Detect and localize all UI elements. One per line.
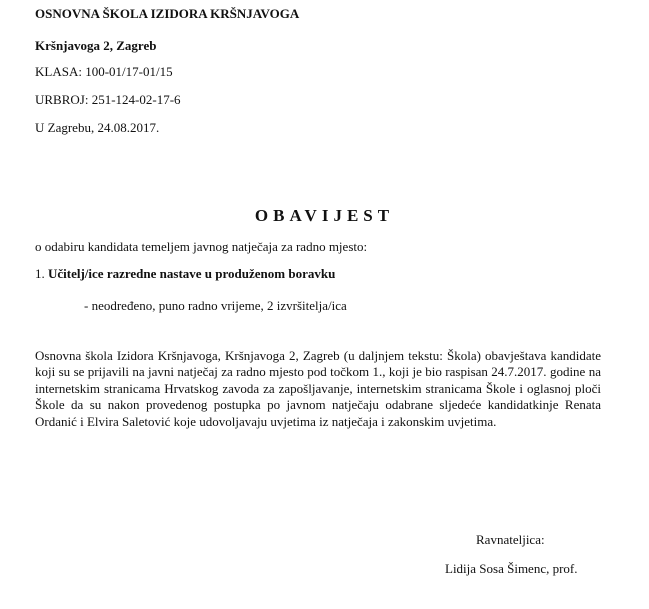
notice-intro: o odabiru kandidata temeljem javnog natječaja za radno mjesto: [35, 239, 368, 254]
position-line [35, 266, 335, 282]
school-name: OSNOVNA ŠKOLA IZIDORA KRŠNJAVOGA [35, 6, 300, 21]
signature-name: Lidija Sosa Šimenc, prof. [445, 561, 578, 576]
position-number: 1. [35, 266, 48, 281]
urbroj-reference: URBROJ: 251-124-02-17-6 [35, 92, 181, 107]
position-title: Učitelj/ice razredne nastave u produženom boravku [48, 266, 336, 281]
school-address: Kršnjavoga 2, Zagreb [35, 38, 157, 53]
signature-role: Ravnateljica: [476, 532, 545, 547]
klasa-reference: KLASA: 100-01/17-01/15 [35, 64, 173, 79]
document-title: OBAVIJEST [254, 206, 395, 225]
position-details: - neodređeno, puno radno vrijeme, 2 izvršitelja/ica [84, 298, 347, 313]
notice-body: Osnovna škola Izidora Kršnjavoga, Kršnjavoga 2, Zagreb (u daljnjem tekstu: Škola) obavještava kandidate koji su se prijavili na javni natječaj za radno mjesto pod točkom 1., koji je bio raspisan 24.7.2017. godine na internetskim stranicama Hrvatskog zavoda za zapošljavanje, internetskim stranicama Škole i oglasnoj ploči Škole da su nakon provedenog postupka po javnom natječaju odabrane sljedeće kandidatkinje Renata Ordanić i Elvira Saletović koje udovoljavaju uvjetima iz natječaja i zakonskim uvjetima. [35, 348, 601, 429]
place-and-date: U Zagrebu, 24.08.2017. [35, 120, 160, 135]
